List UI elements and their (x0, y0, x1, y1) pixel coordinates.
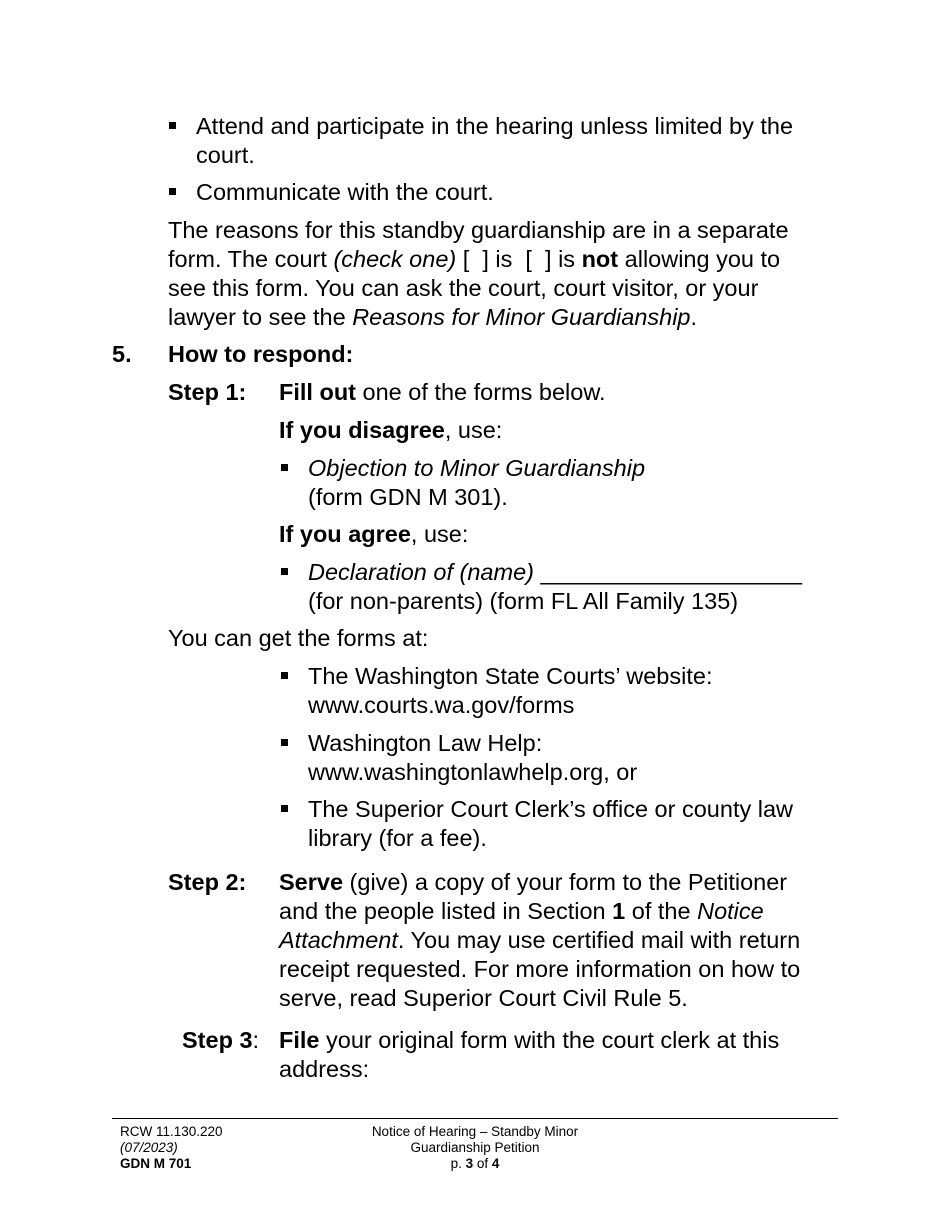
bullet-item-declaration (281, 558, 841, 616)
bullet-text: Attend and participate in the hearing unless limited by the (196, 113, 794, 139)
bullet-text: library (for a fee). (308, 825, 487, 851)
bullet-square-icon (281, 672, 288, 679)
footer-left (120, 1124, 223, 1172)
get-forms-intro: You can get the forms at: (168, 625, 429, 651)
check-one-text: (check one) (333, 246, 457, 272)
bullet-text: Communicate with the court. (196, 179, 494, 205)
bullet-square-icon (281, 464, 288, 471)
footer-divider (112, 1118, 838, 1119)
text-run: allowing you to (618, 246, 781, 272)
paragraph-line: serve, read Superior Court Civil Rule 5. (279, 985, 688, 1011)
bullet-text: The Washington State Courts’ website: (308, 663, 713, 689)
footer-rcw: RCW 11.130.220 (120, 1124, 223, 1139)
paragraph-line: File your original form with the court clerk at this (279, 1027, 780, 1053)
name-blank-field[interactable]: ____________________ (533, 559, 802, 585)
bullet-square-icon (281, 568, 288, 575)
reasons-paragraph (168, 216, 848, 332)
step1-label: Step 1: (168, 379, 247, 405)
form-title: Declaration of (name) ____________________ (308, 559, 802, 585)
bullet-square-icon (169, 122, 176, 129)
paragraph-line (168, 303, 848, 332)
bullet-square-icon (281, 739, 288, 746)
footer-page-number: p. 3 of 4 (450, 1156, 500, 1171)
bullet-text: The Superior Court Clerk’s office or county law (308, 796, 794, 822)
paragraph-line: see this form. You can ask the court, court visitor, or your (168, 275, 759, 301)
footer-title-line: Guardianship Petition (410, 1140, 540, 1155)
lawhelp-url-link[interactable]: www.washingtonlawhelp.org, or (308, 759, 638, 785)
bullet-item-objection (281, 454, 841, 512)
text-run: . (690, 304, 698, 330)
bullet-item-law-help (281, 729, 841, 787)
checkbox-options[interactable]: [ ] is [ ] is (456, 246, 582, 272)
step1-text: Fill out one of the forms below. (279, 379, 606, 405)
footer-center (335, 1124, 615, 1172)
disagree-heading: If you disagree, use: (279, 417, 503, 443)
text-run: form. The court (168, 246, 334, 272)
form-number: (for non-parents) (form FL All Family 135) (308, 588, 739, 614)
section-title: How to respond: (168, 341, 354, 367)
bullet-square-icon (169, 188, 176, 195)
bullet-square-icon (281, 805, 288, 812)
bullet-item-communicate (169, 178, 849, 207)
footer-title-line: Notice of Hearing – Standby Minor (371, 1124, 579, 1139)
bullet-text: court. (196, 142, 255, 168)
not-text: not (581, 246, 619, 272)
paragraph-line: The reasons for this standby guardianship are in a separate (168, 217, 789, 243)
bullet-item-attend (169, 112, 849, 170)
step3-text (279, 1026, 849, 1084)
form-number: (form GDN M 301). (308, 484, 508, 510)
bullet-item-courts-website (281, 662, 841, 720)
bullet-item-clerk-office (281, 795, 841, 853)
step2-text (279, 868, 849, 1013)
courts-url-link[interactable]: www.courts.wa.gov/forms (308, 692, 575, 718)
step2-label: Step 2: (168, 869, 247, 895)
footer-form-id: GDN M 701 (120, 1156, 192, 1171)
agree-heading: If you agree, use: (279, 521, 469, 547)
text-run: lawyer to see the (168, 304, 353, 330)
form-title: Objection to Minor Guardianship (308, 455, 646, 481)
paragraph-line: Serve (give) a copy of your form to the Petitioner (279, 869, 788, 895)
footer-date: (07/2023) (120, 1140, 178, 1155)
paragraph-line: and the people listed in Section 1 of the Notice (279, 898, 764, 924)
paragraph-line (168, 245, 848, 274)
form-title: Reasons for Minor Guardianship (352, 304, 691, 330)
bullet-text: Washington Law Help: (308, 730, 543, 756)
section-number: 5. (112, 341, 132, 367)
paragraph-line: Attachment. You may use certified mail with return (279, 927, 801, 953)
paragraph-line: address: (279, 1056, 370, 1082)
paragraph-line: receipt requested. For more information on how to (279, 956, 801, 982)
step3-label: Step 3: (182, 1027, 260, 1053)
